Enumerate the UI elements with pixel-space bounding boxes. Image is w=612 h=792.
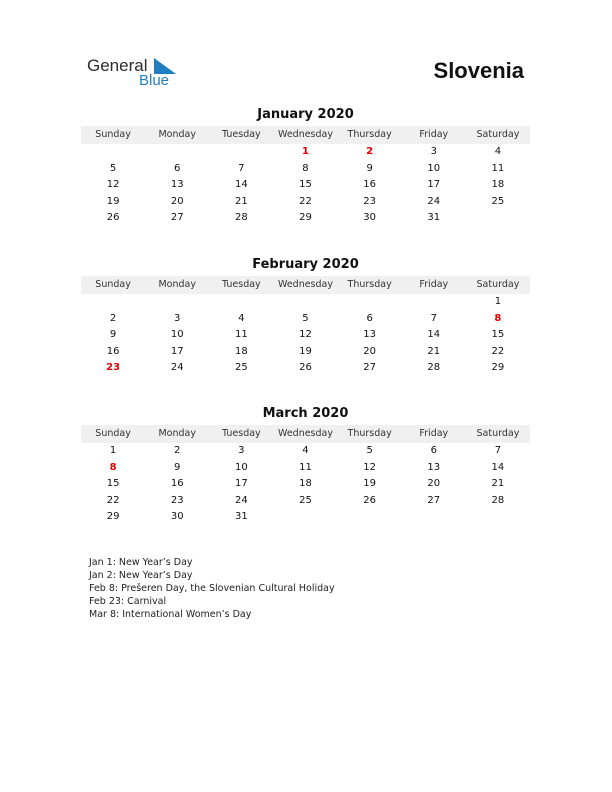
day-cell	[338, 294, 402, 311]
day-cell	[81, 294, 145, 311]
weekday-label: Thursday	[347, 428, 392, 439]
day-cell: 30	[170, 511, 184, 523]
day-cell: 19	[363, 478, 376, 490]
day-cell: 29	[106, 511, 120, 523]
week-row	[81, 210, 530, 227]
day-cell: 1	[109, 445, 117, 456]
day-cell: 26	[106, 212, 120, 224]
day-cell: 13	[363, 329, 376, 341]
day-cell: 14	[234, 179, 248, 191]
day-cell: 10	[427, 162, 441, 174]
day-cell: 19	[299, 345, 312, 357]
day-cell: 10	[170, 329, 184, 341]
day-cell: 8	[494, 312, 502, 324]
weekday-header	[81, 126, 530, 144]
weekday-label: Friday	[419, 129, 449, 140]
week-row	[81, 360, 530, 377]
day-cell: 3	[430, 146, 437, 157]
day-cell: 29	[299, 212, 312, 224]
day-cell: 31	[427, 212, 441, 224]
day-cell: 22	[299, 195, 312, 207]
weekday-header	[81, 276, 530, 294]
day-cell: 11	[491, 162, 505, 174]
day-cell: 4	[302, 445, 309, 456]
day-cell: 27	[363, 362, 376, 374]
day-cell: 9	[109, 329, 117, 341]
weekday-label: Wednesday	[277, 428, 333, 439]
day-cell: 12	[299, 329, 312, 341]
day-cell: 22	[106, 494, 120, 506]
day-cell: 24	[234, 494, 248, 506]
day-cell: 11	[234, 329, 248, 341]
day-cell	[402, 294, 466, 311]
day-cell: 22	[491, 345, 505, 357]
day-cell: 7	[494, 445, 502, 456]
day-cell: 14	[427, 329, 441, 341]
day-cell: 7	[430, 312, 437, 324]
day-cell: 18	[299, 478, 312, 490]
weekday-label: Friday	[419, 428, 449, 439]
day-cell: 13	[170, 179, 184, 191]
day-cell: 15	[299, 179, 312, 191]
day-cell: 6	[430, 445, 437, 456]
day-cell	[209, 294, 273, 311]
holiday-note: Feb 8: Prešeren Day, the Slovenian Cultural Holiday	[89, 583, 335, 594]
day-cell: 17	[234, 478, 248, 490]
day-cell: 29	[491, 362, 505, 374]
weekday-label: Wednesday	[277, 279, 333, 290]
day-cell: 25	[491, 195, 505, 207]
day-cell: 12	[363, 461, 376, 473]
day-cell: 20	[363, 345, 376, 357]
weekday-label: Thursday	[347, 279, 392, 290]
day-cell: 19	[106, 195, 120, 207]
day-cell: 25	[234, 362, 248, 374]
day-cell	[209, 144, 273, 161]
month-title: February 2020	[252, 257, 359, 272]
day-cell: 18	[234, 345, 248, 357]
day-cell: 9	[366, 162, 373, 174]
month-february	[81, 256, 530, 377]
day-cell: 11	[299, 461, 312, 473]
week-row	[81, 144, 530, 161]
day-cell	[273, 294, 337, 311]
day-cell: 26	[299, 362, 312, 374]
week-row	[81, 460, 530, 477]
weekday-label: Saturday	[476, 428, 520, 439]
month-grid	[81, 443, 530, 526]
day-cell: 23	[170, 494, 184, 506]
day-cell: 28	[234, 212, 248, 224]
week-row	[81, 311, 530, 328]
week-row	[81, 294, 530, 311]
day-cell: 21	[491, 478, 505, 490]
month-title: January 2020	[257, 107, 354, 122]
week-row	[81, 509, 530, 526]
day-cell: 12	[106, 179, 120, 191]
day-cell: 14	[491, 461, 505, 473]
day-cell	[402, 509, 466, 526]
day-cell	[466, 210, 530, 227]
day-cell: 24	[170, 362, 184, 374]
weekday-label: Friday	[419, 279, 449, 290]
day-cell: 16	[106, 345, 120, 357]
week-row	[81, 443, 530, 460]
day-cell: 4	[494, 146, 502, 157]
holiday-note: Jan 1: New Year’s Day	[89, 557, 193, 568]
day-cell: 6	[366, 312, 373, 324]
country-title: Slovenia	[433, 58, 524, 83]
day-cell: 21	[427, 345, 441, 357]
weekday-label: Monday	[158, 129, 196, 140]
weekday-label: Saturday	[476, 279, 520, 290]
day-cell: 26	[363, 494, 376, 506]
day-cell: 28	[491, 494, 505, 506]
day-cell: 2	[174, 445, 181, 456]
day-cell	[466, 509, 530, 526]
holiday-note: Feb 23: Carnival	[89, 596, 167, 607]
week-row	[81, 493, 530, 510]
week-row	[81, 177, 530, 194]
day-cell: 16	[170, 478, 184, 490]
day-cell: 1	[302, 146, 309, 157]
day-cell: 2	[366, 146, 374, 157]
day-cell: 15	[491, 329, 505, 341]
holiday-note: Jan 2: New Year’s Day	[89, 570, 193, 581]
holiday-note: Mar 8: International Women’s Day	[89, 609, 252, 620]
day-cell: 28	[427, 362, 441, 374]
month-title: March 2020	[262, 406, 349, 421]
weekday-label: Thursday	[347, 129, 392, 140]
day-cell: 20	[427, 478, 441, 490]
weekday-label: Tuesday	[222, 279, 261, 290]
weekday-label: Sunday	[95, 279, 131, 290]
day-cell: 17	[170, 345, 184, 357]
day-cell: 5	[366, 445, 373, 456]
day-cell	[338, 509, 402, 526]
week-row	[81, 161, 530, 178]
day-cell: 3	[174, 312, 181, 324]
day-cell: 25	[299, 494, 312, 506]
day-cell: 15	[106, 478, 120, 490]
day-cell: 3	[238, 445, 245, 456]
brand-logo	[87, 56, 187, 92]
day-cell: 27	[170, 212, 184, 224]
weekday-label: Tuesday	[222, 428, 261, 439]
logo-text-general: General	[87, 56, 148, 75]
day-cell	[145, 294, 209, 311]
weekday-label: Saturday	[476, 129, 520, 140]
day-cell: 18	[491, 179, 505, 191]
day-cell: 13	[427, 461, 441, 473]
month-grid	[81, 294, 530, 377]
day-cell: 8	[302, 162, 309, 174]
weekday-header	[81, 425, 530, 443]
month-grid	[81, 144, 530, 227]
day-cell: 20	[170, 195, 184, 207]
logo-text-blue: Blue	[139, 72, 170, 89]
day-cell: 1	[494, 296, 502, 307]
day-cell: 23	[106, 362, 121, 374]
weekday-label: Sunday	[95, 428, 131, 439]
day-cell	[273, 509, 337, 526]
holiday-notes	[89, 556, 335, 621]
weekday-label: Sunday	[95, 129, 131, 140]
day-cell: 30	[363, 212, 376, 224]
day-cell: 23	[363, 195, 376, 207]
day-cell: 31	[234, 511, 248, 523]
month-march	[81, 405, 530, 526]
weekday-label: Wednesday	[277, 129, 333, 140]
day-cell: 5	[109, 162, 117, 174]
weekday-label: Monday	[158, 279, 196, 290]
day-cell: 7	[238, 162, 245, 174]
week-row	[81, 344, 530, 361]
weekday-label: Monday	[158, 428, 196, 439]
weekday-label: Tuesday	[222, 129, 261, 140]
day-cell: 27	[427, 494, 441, 506]
day-cell: 5	[302, 312, 309, 324]
day-cell: 24	[427, 195, 441, 207]
week-row	[81, 476, 530, 493]
day-cell	[145, 144, 209, 161]
day-cell: 16	[363, 179, 376, 191]
day-cell: 8	[109, 461, 117, 473]
day-cell: 2	[109, 312, 117, 324]
day-cell: 21	[234, 195, 248, 207]
day-cell	[81, 144, 145, 161]
day-cell: 4	[238, 312, 245, 324]
day-cell: 10	[234, 461, 248, 473]
week-row	[81, 327, 530, 344]
week-row	[81, 194, 530, 211]
month-january	[81, 106, 530, 227]
day-cell: 17	[427, 179, 441, 191]
day-cell: 6	[174, 162, 181, 174]
day-cell: 9	[174, 461, 181, 473]
